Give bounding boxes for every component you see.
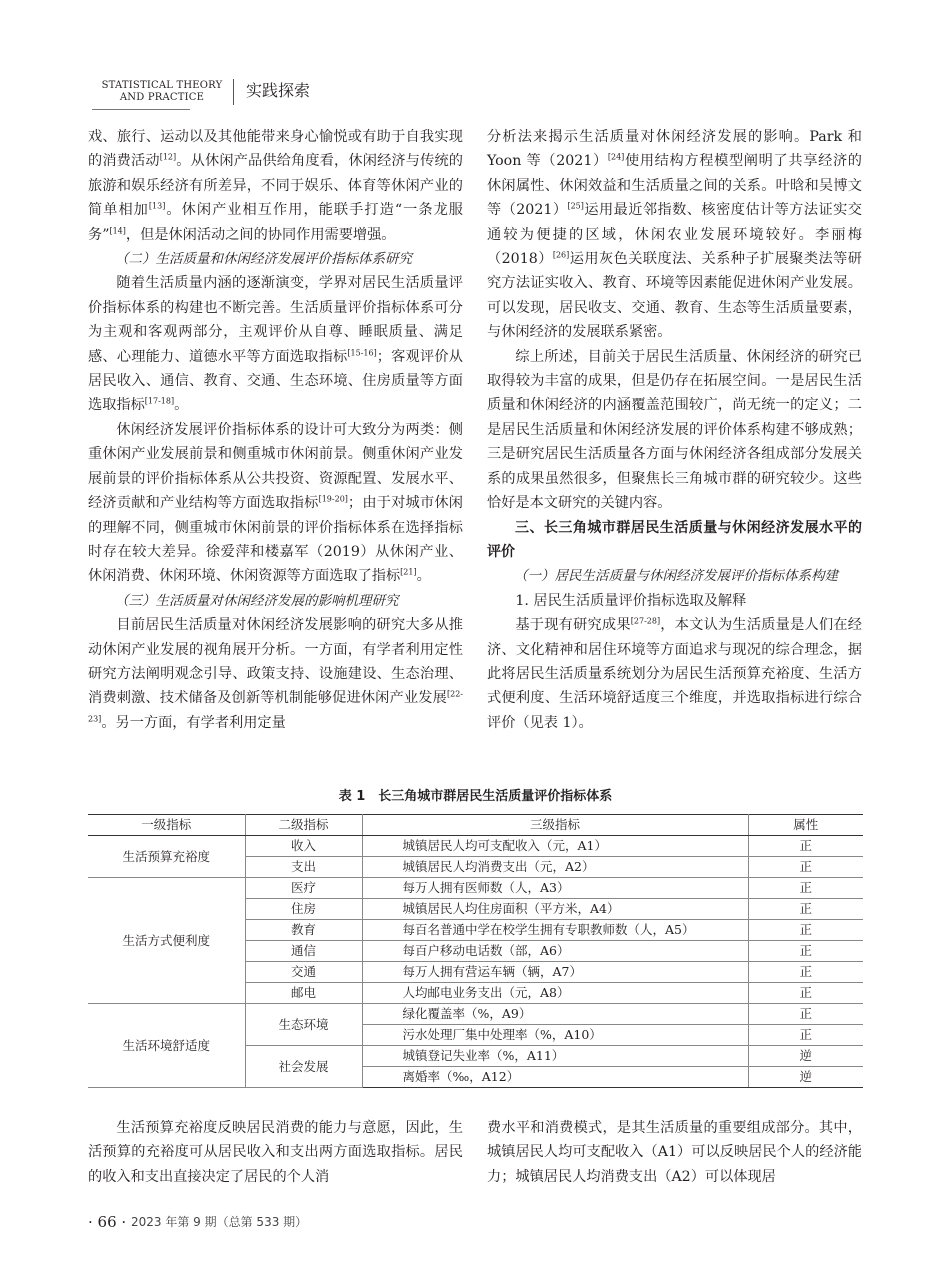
level2-cell: 教育	[245, 920, 362, 941]
bottom-left-text	[88, 1116, 463, 1189]
table-row	[88, 1004, 863, 1025]
level3-cell: 城镇居民人均消费支出（元，A2）	[362, 857, 748, 878]
paragraph: 基于现有研究成果[27-28]，本文认为生活质量是人们在经济、文化精神和居住环境等方面追求与现况的综合理念，据此将居民生活质量系统划分为居民生活预算充裕度、生活方式便利度、生活环境舒适度三个维度，并选取指标进行综合评价（见表 1）。	[487, 616, 862, 731]
journal-name-line1: STATISTICAL THEORY	[101, 80, 223, 91]
journal-name-english	[92, 80, 232, 104]
paragraph: 随着生活质量内涵的逐渐演变，学界对居民生活质量评价指标体系的构建也不断完善。生活质量评价指标体系可分为主观和客观两部分，主观评价从自尊、睡眠质量、满足感、心理能力、道德水平等方面选取指标[15-16]；客观评价从居民收入、通信、教育、交通、生态环境、住房质量等方面选取指标[17-18]。	[88, 275, 463, 414]
level3-cell: 城镇居民人均住房面积（平方米，A4）	[362, 899, 748, 920]
indicator-table	[88, 814, 863, 1088]
header-rule	[92, 109, 190, 110]
attr-cell: 正	[748, 1004, 863, 1025]
attr-cell: 正	[748, 941, 863, 962]
issue-info: 2023 年第 9 期（总第 533 期）	[131, 1215, 308, 1229]
column-header: 属性	[748, 815, 863, 836]
left-column	[88, 125, 463, 735]
level3-cell: 人均邮电业务支出（元，A8）	[362, 983, 748, 1004]
level2-cell: 生态环境	[245, 1004, 362, 1046]
level2-cell: 医疗	[245, 878, 362, 899]
column-header: 二级指标	[245, 815, 362, 836]
attr-cell: 正	[748, 878, 863, 899]
table-row	[88, 836, 863, 857]
level2-cell: 支出	[245, 857, 362, 878]
page-number: · 66 ·	[88, 1213, 127, 1231]
level1-cell: 生活预算充裕度	[88, 836, 245, 878]
attr-cell: 正	[748, 1025, 863, 1046]
column-header: 三级指标	[362, 815, 748, 836]
level2-cell: 通信	[245, 941, 362, 962]
section-title: 实践探索	[246, 81, 311, 100]
attr-cell: 正	[748, 899, 863, 920]
journal-name-line2: AND PRACTICE	[119, 92, 205, 103]
level2-cell: 交通	[245, 962, 362, 983]
item-heading: 1. 居民生活质量评价指标选取及解释	[515, 592, 747, 609]
attr-cell: 正	[748, 983, 863, 1004]
paragraph: 戏、旅行、运动以及其他能带来身心愉悦或有助于自我实现的消费活动[12]。从休闲产品供给角度看，休闲经济与传统的旅游和娱乐经济有所差异，不同于娱乐、体育等休闲产业的简单相加[13]。休闲产业相互作用，能联手打造“一条龙服务”[14]，但是休闲活动之间的协同作用需要增强。	[88, 129, 463, 243]
paragraph: 生活预算充裕度反映居民消费的能力与意愿，因此，生活预算的充裕度可从居民收入和支出两方面选取指标。居民的收入和支出直接决定了居民的个人消	[88, 1120, 463, 1185]
section-heading: 三、长三角城市群居民生活质量与休闲经济发展水平的评价	[487, 519, 862, 560]
table-header-row	[88, 815, 863, 836]
subsection-heading: （二）生活质量和休闲经济发展评价指标体系研究	[115, 251, 412, 268]
subsection-heading: （一）居民生活质量与休闲经济发展评价指标体系构建	[514, 568, 838, 585]
level3-cell: 每百户移动电话数（部，A6）	[362, 941, 748, 962]
level1-cell: 生活环境舒适度	[88, 1004, 245, 1088]
bottom-right-text	[487, 1116, 862, 1189]
table-title: 表 1 长三角城市群居民生活质量评价指标体系	[338, 789, 613, 804]
paragraph: 费水平和消费模式，是其生活质量的重要组成部分。其中，城镇居民人均可支配收入（A1）可以反映居民个人的经济能力；城镇居民人均消费支出（A2）可以体现居	[487, 1120, 862, 1185]
right-column	[487, 125, 862, 735]
level3-cell: 每百名普通中学在校学生拥有专职教师数（人，A5）	[362, 920, 748, 941]
subsection-heading: （三）生活质量对休闲经济发展的影响机理研究	[115, 592, 399, 609]
column-header: 一级指标	[88, 815, 245, 836]
attr-cell: 正	[748, 962, 863, 983]
attr-cell: 正	[748, 857, 863, 878]
level2-cell: 收入	[245, 836, 362, 857]
level3-cell: 离婚率（‰，A12）	[362, 1067, 748, 1088]
level3-cell: 每万人拥有营运车辆（辆，A7）	[362, 962, 748, 983]
paragraph: 综上所述，目前关于居民生活质量、休闲经济的研究已取得较为丰富的成果，但是仍存在拓展空间。一是居民生活质量和休闲经济的内涵覆盖范围较广，尚无统一的定义；二是居民生活质量和休闲经济发展的评价体系构建不够成熟；三是研究居民生活质量各方面与休闲经济各组成部分发展关系的成果虽然很多，但聚焦长三角城市群的研究较少。这些恰好是本文研究的关键内容。	[487, 348, 862, 512]
attr-cell: 正	[748, 836, 863, 857]
level2-cell: 住房	[245, 899, 362, 920]
level2-cell: 社会发展	[245, 1046, 362, 1088]
level3-cell: 绿化覆盖率（%，A9）	[362, 1004, 748, 1025]
paragraph: 分析法来揭示生活质量对休闲经济发展的影响。Park 和 Yoon 等（2021）[24]使用结构方程模型阐明了共享经济的休闲属性、休闲效益和生活质量之间的关系。叶晗和吴博文等（2021）[25]运用最近邻指数、核密度估计等方法证实交通较为便捷的区域，休闲农业发展环境较好。李丽梅（2018）[26]运用灰色关联度法、关系种子扩展聚类法等研究方法证实收入、教育、环境等因素能促进休闲产业发展。可以发现，居民收支、交通、教育、生态等生活质量要素，与休闲经济的发展联系紧密。	[487, 129, 862, 341]
level1-cell: 生活方式便利度	[88, 878, 245, 1004]
level3-cell: 城镇居民人均可支配收入（元，A1）	[362, 836, 748, 857]
attr-cell: 逆	[748, 1046, 863, 1067]
attr-cell: 逆	[748, 1067, 863, 1088]
table-row	[88, 878, 863, 899]
level3-cell: 城镇登记失业率（%，A11）	[362, 1046, 748, 1067]
level2-cell: 邮电	[245, 983, 362, 1004]
level3-cell: 污水处理厂集中处理率（%，A10）	[362, 1025, 748, 1046]
paragraph: 休闲经济发展评价指标体系的设计可大致分为两类：侧重休闲产业发展前景和侧重城市休闲前景。侧重休闲产业发展前景的评价指标体系从公共投资、资源配置、发展水平、经济贡献和产业结构等方面选取指标[19-20]；由于对城市休闲的理解不同，侧重城市休闲前景的评价指标体系在选择指标时存在较大差异。徐爱萍和楼嘉军（2019）从休闲产业、休闲消费、休闲环境、休闲资源等方面选取了指标[21]。	[88, 421, 463, 585]
header-divider	[233, 79, 234, 105]
paragraph: 目前居民生活质量对休闲经济发展影响的研究大多从推动休闲产业发展的视角展开分析。一方面，有学者利用定性研究方法阐明观念引导、政策支持、设施建设、生态治理、消费刺激、技术储备及创新等机制能够促进休闲产业发展[22-23]。另一方面，有学者利用定量	[88, 617, 463, 731]
level3-cell: 每万人拥有医师数（人，A3）	[362, 878, 748, 899]
attr-cell: 正	[748, 920, 863, 941]
